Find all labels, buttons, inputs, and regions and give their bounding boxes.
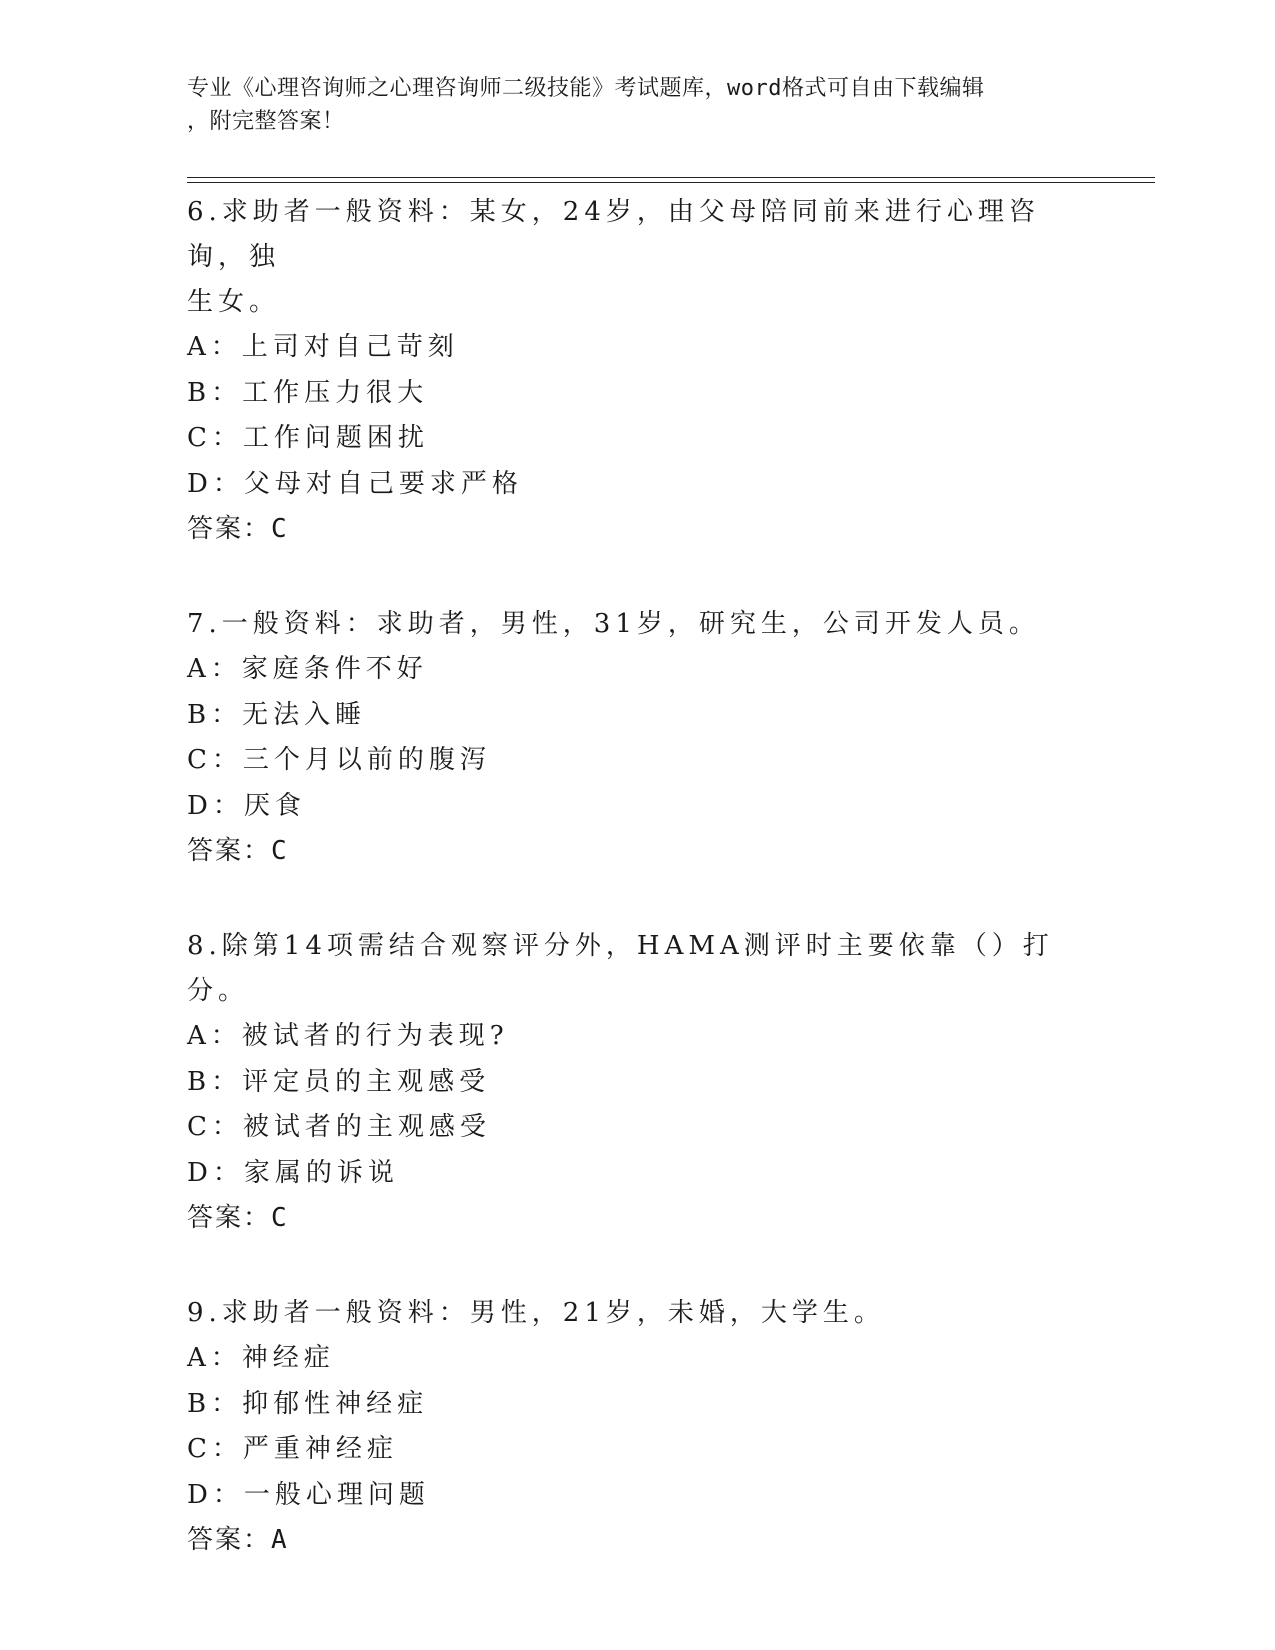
question-stem-continued: 生女。: [187, 287, 281, 317]
option-b: B：评定员的主观感受: [187, 1066, 491, 1097]
question-stem: 6.求助者一般资料：某女，24岁，由父母陪同前来进行心理咨询，独: [187, 197, 1040, 272]
header-divider-bottom: [187, 182, 1155, 183]
option-b: B：无法入睡: [187, 699, 367, 730]
option-a: A：家庭条件不好: [187, 654, 428, 684]
option-b: B：工作压力很大: [187, 377, 429, 408]
question-7: [187, 602, 1087, 874]
option-d: D：厌食: [187, 790, 306, 821]
option-a: A：神经症: [187, 1343, 335, 1373]
option-d: D：父母对自己要求严格: [187, 468, 523, 499]
answer: 答案：C: [187, 514, 289, 544]
option-c: C：三个月以前的腹泻: [187, 745, 491, 775]
answer: 答案：C: [187, 836, 289, 866]
document-header: [187, 72, 1087, 138]
option-c: C：工作问题困扰: [187, 423, 429, 453]
question-list: [187, 190, 1087, 1613]
question-stem: 7.一般资料：求助者，男性，31岁，研究生，公司开发人员。: [187, 609, 1040, 639]
option-b: B：抑郁性神经症: [187, 1388, 429, 1419]
question-stem: 8.除第14项需结合观察评分外，HAMA测评时主要依靠（）打分。: [187, 931, 1054, 1006]
option-a: A：被试者的行为表现?: [187, 1021, 509, 1051]
answer: 答案：C: [187, 1203, 289, 1233]
option-c: C：被试者的主观感受: [187, 1112, 491, 1142]
option-a: A：上司对自己苛刻: [187, 332, 459, 362]
header-divider-top: [187, 177, 1155, 178]
question-8: [187, 924, 1087, 1241]
option-d: D：家属的诉说: [187, 1157, 399, 1188]
option-c: C：严重神经症: [187, 1434, 398, 1464]
header-line-1: 专业《心理咨询师之心理咨询师二级技能》考试题库，word格式可自由下载编辑: [187, 76, 985, 101]
option-d: D：一般心理问题: [187, 1479, 430, 1510]
header-line-2: ，附完整答案！: [187, 109, 345, 134]
question-6: [187, 190, 1087, 552]
question-9: [187, 1291, 1087, 1563]
question-stem: 9.求助者一般资料：男性，21岁，未婚，大学生。: [187, 1298, 885, 1328]
answer: 答案：A: [187, 1525, 289, 1555]
